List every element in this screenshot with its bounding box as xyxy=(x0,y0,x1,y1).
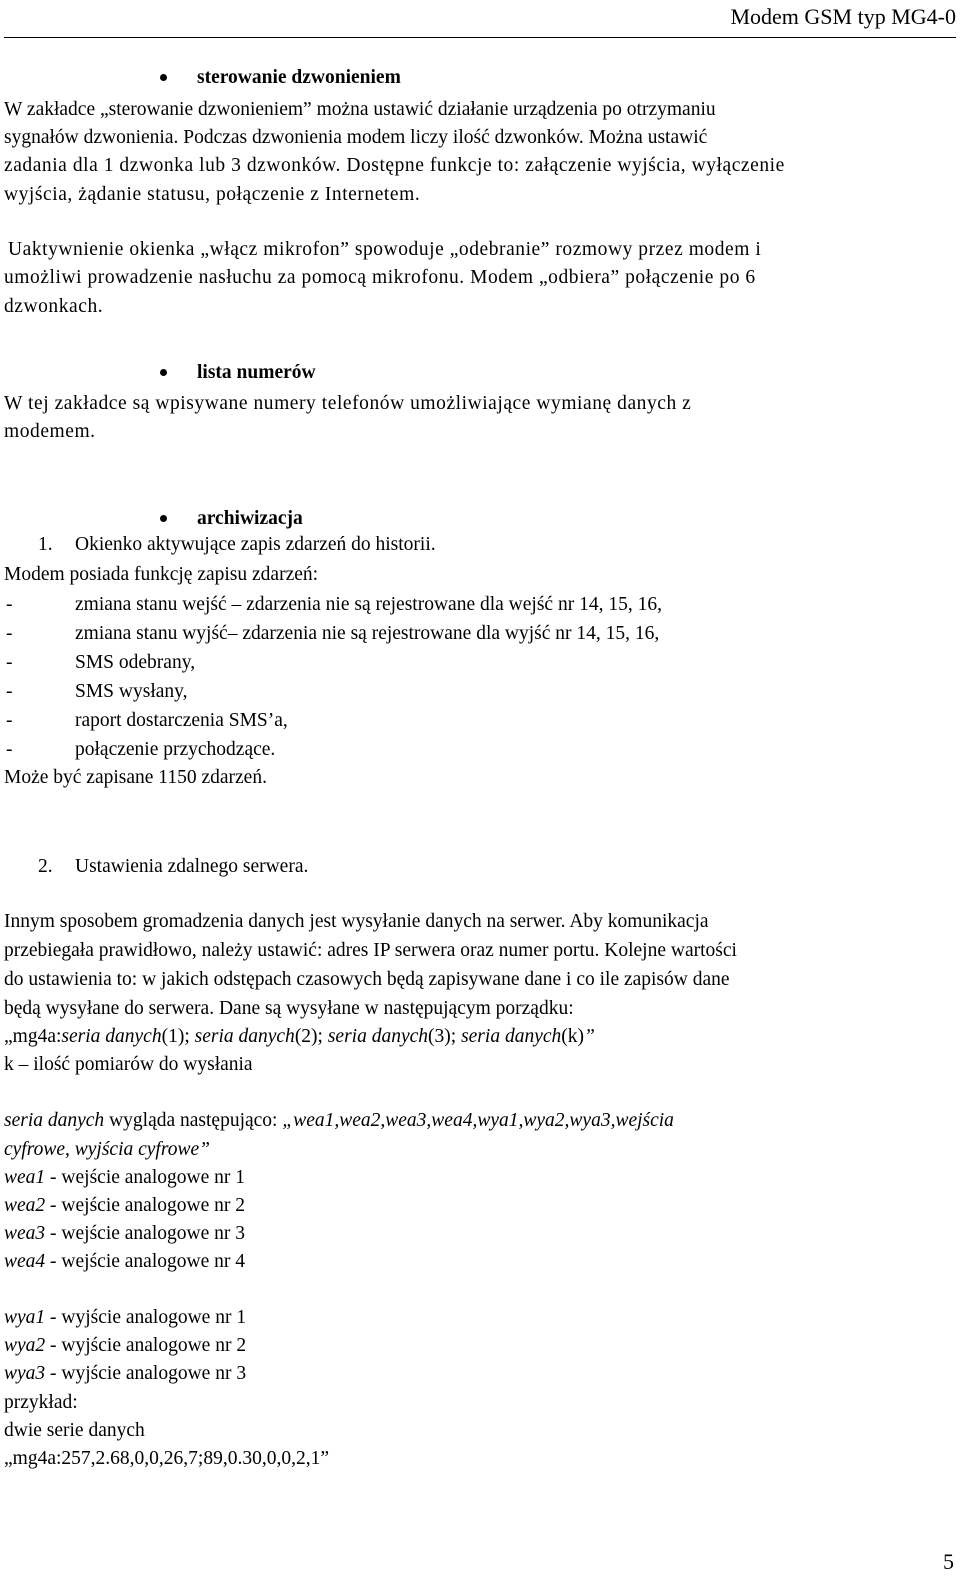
paragraph-line: sygnałów dzwonienia. Podczas dzwonienia modem liczy ilość dzwonków. Można ustawić xyxy=(4,127,708,148)
list-dash: - xyxy=(6,710,13,731)
list-dash: - xyxy=(6,623,13,644)
format-arg: (1); xyxy=(161,1026,195,1047)
paragraph-line: W zakładce „sterowanie dzwonieniem” można ustawić działanie urządzenia po otrzymaniu xyxy=(4,99,716,120)
definition-desc: - wejście analogowe nr 4 xyxy=(45,1251,245,1272)
seria-format: cyfrowe, wyjścia cyfrowe” xyxy=(4,1139,210,1160)
definition-desc: - wyjście analogowe nr 3 xyxy=(45,1363,247,1384)
paragraph-line: Innym sposobem gromadzenia danych jest wysyłanie danych na serwer. Aby komunikacja xyxy=(4,911,709,932)
format-arg: (3); xyxy=(428,1026,462,1047)
list-item: raport dostarczenia SMS’a, xyxy=(75,710,288,731)
format-seria: seria danych xyxy=(61,1026,162,1047)
example-value: „mg4a:257,2.68,0,0,26,7;89,0.30,0,0,2,1” xyxy=(4,1448,329,1469)
definition-code: wea1 xyxy=(4,1167,46,1188)
definition-code: wea4 xyxy=(4,1251,46,1272)
paragraph-line: W tej zakładce są wpisywane numery telefonów umożliwiające wymianę danych z xyxy=(4,393,692,414)
paragraph-line: Modem posiada funkcję zapisu zdarzeń: xyxy=(4,564,319,585)
list-item: zmiana stanu wyjść– zdarzenia nie są rejestrowane dla wyjść nr 14, 15, 16, xyxy=(75,623,660,644)
list-dash: - xyxy=(6,652,13,673)
list-item: Ustawienia zdalnego serwera. xyxy=(75,856,309,877)
page-header-title: Modem GSM typ MG4-0 xyxy=(730,4,956,29)
format-arg: (k) xyxy=(561,1026,584,1047)
bullet-icon xyxy=(160,74,167,81)
page-number: 5 xyxy=(943,1549,954,1574)
section-title-archiwizacja: archiwizacja xyxy=(197,508,303,529)
format-line xyxy=(4,1025,595,1049)
format-seria: seria danych xyxy=(461,1026,562,1047)
list-number: 1. xyxy=(38,534,53,555)
paragraph-line: zadania dla 1 dzwonka lub 3 dzwonków. Dostępne funkcje to: załączenie wyjścia, wyłączenie xyxy=(4,155,785,176)
format-seria: seria danych xyxy=(194,1026,295,1047)
list-item: połączenie przychodzące. xyxy=(75,739,276,760)
format-prefix: mg4a: xyxy=(12,1026,62,1047)
definition-row xyxy=(4,1334,246,1358)
paragraph-line: wyjścia, żądanie statusu, połączenie z Internetem. xyxy=(4,184,421,205)
seria-line xyxy=(4,1109,948,1133)
definition-code: wya1 xyxy=(4,1307,46,1328)
definition-row xyxy=(4,1250,245,1274)
paragraph-line: modemem. xyxy=(4,421,96,442)
definition-code: wya2 xyxy=(4,1335,46,1356)
paragraph-line: dzwonkach. xyxy=(4,296,104,317)
paragraph-line: umożliwi prowadzenie nasłuchu za pomocą mikrofonu. Modem „odbiera” połączenie po 6 xyxy=(4,267,756,288)
definition-row xyxy=(4,1306,246,1330)
definition-code: wea3 xyxy=(4,1223,46,1244)
list-dash: - xyxy=(6,681,13,702)
definition-desc: - wyjście analogowe nr 2 xyxy=(45,1335,247,1356)
paragraph-line: k – ilość pomiarów do wysłania xyxy=(4,1054,253,1075)
list-item: Okienko aktywujące zapis zdarzeń do historii. xyxy=(75,534,436,555)
paragraph-line: Może być zapisane 1150 zdarzeń. xyxy=(4,767,267,788)
definition-desc: - wejście analogowe nr 2 xyxy=(45,1195,245,1216)
format-seria: seria danych xyxy=(327,1026,429,1047)
paragraph-line: Uaktywnienie okienka „włącz mikrofon” spowoduje „odebranie” rozmowy przez modem i xyxy=(8,239,762,260)
section-title-dzwonienie: sterowanie dzwonieniem xyxy=(197,67,401,88)
format-arg: (2); xyxy=(294,1026,328,1047)
definition-row xyxy=(4,1222,245,1246)
definition-desc: - wejście analogowe nr 3 xyxy=(45,1223,245,1244)
list-dash: - xyxy=(6,594,13,615)
seria-format: „wea1,wea2,wea3,wea4,wya1,wya2,wya3,wejścia xyxy=(282,1110,674,1131)
definition-desc: - wejście analogowe nr 1 xyxy=(45,1167,245,1188)
definition-code: wya3 xyxy=(4,1363,46,1384)
list-item: zmiana stanu wejść – zdarzenia nie są rejestrowane dla wejść nr 14, 15, 16, xyxy=(75,594,662,615)
definition-row xyxy=(4,1166,245,1190)
definition-desc: - wyjście analogowe nr 1 xyxy=(45,1307,247,1328)
definition-code: wea2 xyxy=(4,1195,46,1216)
example-desc: dwie serie danych xyxy=(4,1420,145,1441)
bullet-icon xyxy=(160,515,167,522)
list-dash: - xyxy=(6,739,13,760)
seria-term: seria danych xyxy=(4,1110,105,1131)
quote-close: ” xyxy=(584,1026,595,1047)
definition-row xyxy=(4,1362,246,1386)
seria-wyglada: wygląda następująco: xyxy=(109,1110,278,1131)
list-number: 2. xyxy=(38,856,53,877)
list-item: SMS odebrany, xyxy=(75,652,196,673)
bullet-icon xyxy=(160,369,167,376)
paragraph-line: do ustawienia to: w jakich odstępach czasowych będą zapisywane dane i co ile zapisów dane xyxy=(4,969,730,990)
paragraph-line: będą wysyłane do serwera. Dane są wysyłane w następującym porządku: xyxy=(4,998,574,1019)
seria-line xyxy=(4,1138,210,1162)
quote-open: „ xyxy=(4,1026,13,1047)
section-title-lista: lista numerów xyxy=(197,362,316,383)
header-rule xyxy=(4,37,956,38)
definition-row xyxy=(4,1194,245,1218)
list-item: SMS wysłany, xyxy=(75,681,188,702)
paragraph-line: przebiegała prawidłowo, należy ustawić: adres IP serwera oraz numer portu. Kolejne wartości xyxy=(4,940,737,961)
example-label: przykład: xyxy=(4,1392,78,1413)
